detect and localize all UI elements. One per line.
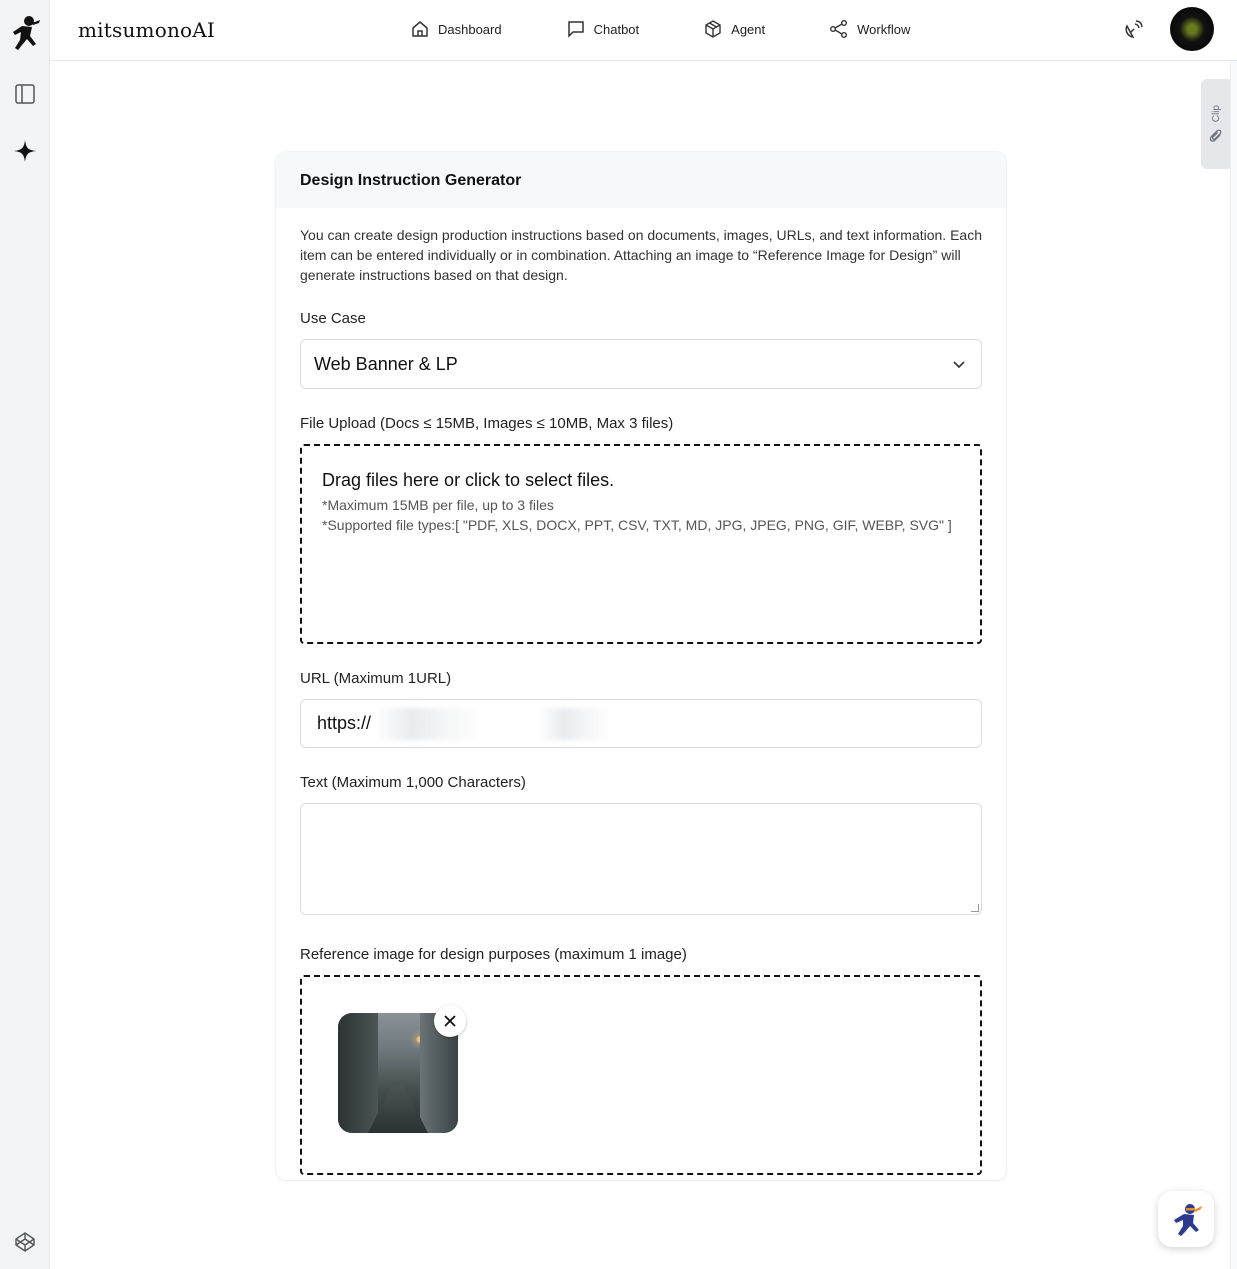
clip-label: Clip	[1210, 105, 1222, 123]
resize-handle[interactable]	[971, 904, 979, 912]
close-icon	[442, 1013, 458, 1029]
assistant-fab[interactable]	[1158, 1191, 1214, 1247]
sidebar-toggle-icon[interactable]	[12, 81, 38, 107]
redacted-blur	[539, 708, 613, 740]
codepen-icon[interactable]	[12, 1229, 38, 1255]
chevron-down-icon	[951, 356, 967, 372]
card-body	[276, 208, 1006, 1175]
file-upload-label: File Upload (Docs ≤ 15MB, Images ≤ 10MB, Max 3 files)	[300, 415, 674, 432]
brand-name[interactable]: mitsumonoAI	[78, 18, 216, 42]
url-label: URL (Maximum 1URL)	[300, 670, 452, 687]
ninja-mascot-icon	[1168, 1201, 1204, 1237]
nav-agent[interactable]	[703, 18, 765, 40]
use-case-label: Use Case	[300, 310, 366, 327]
left-rail	[0, 0, 50, 1269]
intro-text: You can create design production instructions based on documents, images, URLs, and text information. Each item can be entered individually or in combination. Attaching an image to “Reference Image for Design” will generate instructions based on that design.	[300, 227, 982, 283]
design-instruction-card	[276, 152, 1006, 1180]
nav-dashboard[interactable]	[410, 18, 502, 40]
thumbnail-street	[368, 1085, 428, 1133]
nav-agent-label: Agent	[731, 21, 766, 37]
reference-dropzone[interactable]	[300, 975, 982, 1175]
nav-workflow-label: Workflow	[857, 21, 911, 37]
sparkle-icon[interactable]	[12, 138, 38, 164]
nav-dashboard-label: Dashboard	[438, 21, 502, 37]
url-input[interactable]	[300, 699, 982, 748]
text-label: Text (Maximum 1,000 Characters)	[300, 774, 526, 791]
dropzone-main-text: Drag files here or click to select files.	[322, 470, 615, 490]
nav-chatbot-label: Chatbot	[593, 21, 640, 37]
file-dropzone[interactable]	[300, 444, 982, 644]
nav-workflow[interactable]	[829, 18, 910, 40]
share-nodes-icon	[829, 19, 849, 39]
use-case-select[interactable]	[300, 339, 982, 389]
cube-icon	[703, 19, 723, 39]
clip-tab[interactable]	[1201, 79, 1231, 169]
use-case-value: Web Banner & LP	[314, 353, 458, 374]
dropzone-types-note: *Supported file types:[ "PDF, XLS, DOCX, PPT, CSV, TXT, MD, JPG, JPEG, PNG, GIF, WEBP, SVG" ]	[322, 517, 952, 533]
card-title: Design Instruction Generator	[300, 172, 522, 189]
top-bar	[50, 0, 1237, 61]
main-nav	[410, 18, 974, 40]
text-input[interactable]	[300, 803, 982, 915]
ninja-logo-icon[interactable]	[8, 14, 42, 52]
card-header	[276, 152, 1006, 208]
redacted-blur	[375, 708, 485, 740]
nav-chatbot[interactable]	[566, 18, 640, 40]
chat-bubble-icon	[566, 19, 586, 39]
remove-image-button[interactable]	[434, 1005, 466, 1037]
reference-label: Reference image for design purposes (maximum 1 image)	[300, 946, 687, 963]
paperclip-icon	[1209, 129, 1223, 143]
satellite-dish-icon[interactable]	[1122, 19, 1144, 41]
user-avatar[interactable]	[1170, 7, 1214, 51]
url-value: https://	[317, 713, 372, 733]
home-icon	[410, 19, 430, 39]
right-scroll-gutter	[1230, 61, 1237, 1269]
dropzone-size-note: *Maximum 15MB per file, up to 3 files	[322, 497, 554, 513]
